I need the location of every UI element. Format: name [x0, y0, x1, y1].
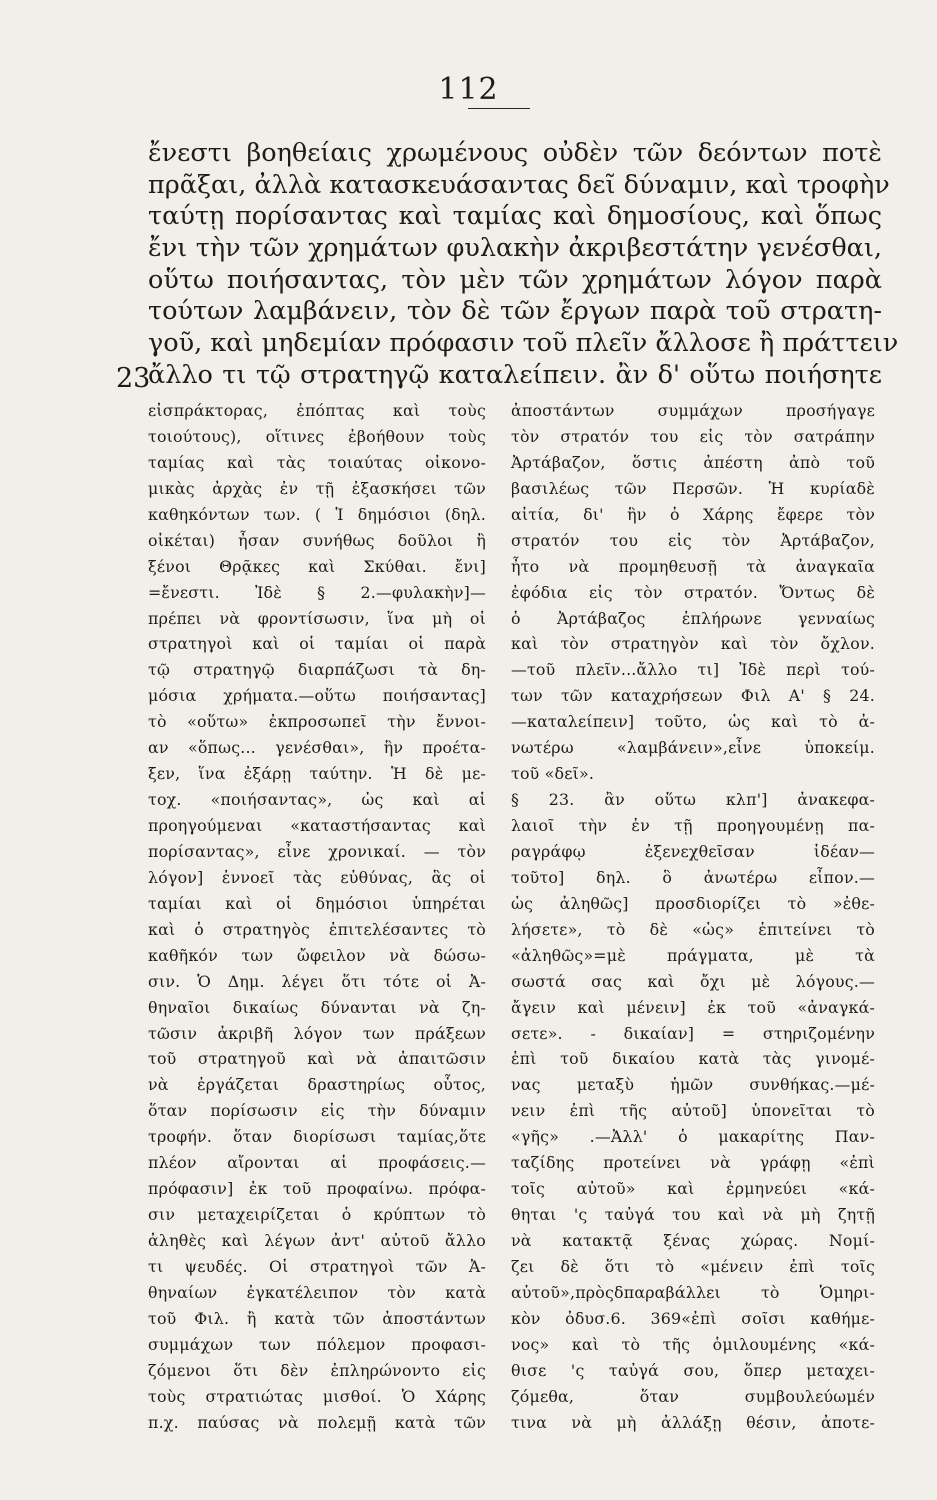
commentary-line: ἐπὶ τοῦ δικαίου κατὰ τὰς γινομέ- [511, 1049, 875, 1069]
commentary-line: ὡς ἀληθῶς] προσδιορίζει τὸ »ἐθε- [511, 893, 875, 913]
commentary-line: καθῆκόν των ὤφειλον νὰ δώσω- [148, 945, 486, 965]
commentary-line: —τοῦ πλεῖν...ἄλλο τι] Ἰδὲ περὶ τού- [511, 660, 875, 680]
main-text-line: ἄλλο τι τῷ στρατηγῷ καταλείπειν. ἂν δ' οὕτω ποιήσητε [148, 359, 882, 390]
commentary-line: στρατηγοὶ καὶ οἱ ταμίαι οἱ παρὰ [148, 634, 486, 654]
main-text-line: οὕτω ποιήσαντας, τὸν μὲν τῶν χρημάτων λόγον παρὰ [148, 264, 882, 295]
commentary-line: αὐτοῦ»,πρὸςδπαραβάλλει τὸ Ὁμηρι- [511, 1282, 875, 1302]
commentary-line: ζόμεθα, ὅταν συμβουλεύωμέν [511, 1386, 875, 1406]
commentary-line: § 23. ἂν οὕτω κλπ'] ἀνακεφα- [511, 790, 875, 810]
commentary-line: βασιλέως τῶν Περσῶν. Ἡ κυρίαδὲ [511, 478, 875, 498]
commentary-line: —καταλείπειν] τοῦτο, ὡς καὶ τὸ ἀ- [511, 712, 875, 732]
commentary-line: ξεν, ἵνα ἐξάρῃ ταύτην. Ἡ δὲ με- [148, 764, 486, 784]
commentary-line: σετε». - δικαίαν] = στηριζομένην [511, 1023, 875, 1043]
commentary-line: θισε 'ς ταὐγά σου, ὅπερ μεταχει- [511, 1360, 875, 1380]
commentary-line: τοῦ «δεῖ». [511, 764, 595, 784]
commentary-line: μικὰς ἀρχὰς ἐν τῇ ἐξασκήσει τῶν [148, 478, 486, 498]
commentary-line: =ἔνεστι. Ἰδὲ § 2.—φυλακὴν]— [148, 582, 486, 602]
commentary-line: «ἀληθῶς»=μὲ πράγματα, μὲ τὰ [511, 945, 875, 965]
commentary-line: αν «ὅπως... γενέσθαι», ἣν προέτα- [148, 738, 486, 758]
commentary-line: πορίσαντας», εἶνε χρονικαί. — τὸν [148, 841, 486, 861]
commentary-line: εἰσπράκτορας, ἐπόπτας καὶ τοὺς [148, 401, 486, 420]
commentary-line: τὸν στρατόν του εἰς τὸν σατράπην [511, 426, 875, 446]
commentary-line: στρατόν του εἰς τὸν Ἀρτάβαζον, [511, 530, 875, 550]
commentary-line: θηναίων ἐγκατέλειπον τὸν κατὰ [148, 1282, 486, 1302]
main-text-line: γοῦ, καὶ μηδεμίαν πρόφασιν τοῦ πλεῖν ἄλλοσε ἢ πράττειν [148, 328, 899, 359]
commentary-line: λόγον] ἐννοεῖ τὰς εὐθύνας, ἃς οἱ [148, 867, 486, 887]
commentary-line: θηται 'ς ταὐγά του καὶ νὰ μὴ ζητῇ [511, 1205, 875, 1225]
commentary-line: τοῦ στρατηγοῦ καὶ νὰ ἀπαιτῶσιν [148, 1049, 486, 1069]
commentary-line: τοιούτους), οἵτινες ἐβοήθουν τοὺς [148, 426, 486, 446]
commentary-line: τι ψευδές. Οἱ στρατηγοὶ τῶν Ἀ- [148, 1256, 486, 1276]
commentary-line: τῶσιν ἀκριβῆ λόγον των πράξεων [148, 1023, 486, 1043]
commentary-line: συμμάχων των πόλεμον προφασι- [148, 1334, 486, 1354]
commentary-line: ἦτο νὰ προμηθευσῇ τὰ ἀναγκαῖα [511, 556, 875, 576]
commentary-line: τοχ. «ποιήσαντας», ὡς καὶ αἱ [148, 790, 486, 810]
commentary-line: ξένοι Θρᾷκες καὶ Σκύθαι. ἔνι] [148, 556, 486, 576]
commentary-line: πλέον αἴρονται αἱ προφάσεις.— [148, 1153, 486, 1173]
page-number: 112 [438, 72, 499, 107]
main-text-line: πρᾶξαι, ἀλλὰ κατασκευάσαντας δεῖ δύναμιν, καὶ τροφὴν [148, 169, 890, 200]
commentary-line: νὰ κατακτᾷ ξένας χώρας. Νομί- [511, 1231, 875, 1250]
commentary-line: οἰκέται) ἦσαν συνήθως δοῦλοι ἢ [148, 530, 486, 550]
commentary-line: τινα νὰ μὴ ἀλλάξῃ θέσιν, ἀποτε- [511, 1412, 875, 1432]
commentary-line: των τῶν καταχρήσεων Φιλ Α' § 24. [511, 686, 875, 706]
commentary-line: καὶ τὸν στρατηγὸν καὶ τὸν ὄχλον. [511, 634, 875, 654]
commentary-right-column [511, 398, 875, 1436]
commentary-line: πρέπει νὰ φροντίσωσιν, ἵνα μὴ οἱ [148, 608, 486, 628]
commentary-left-column [148, 398, 486, 1436]
page-number-rule [468, 108, 530, 109]
commentary-line: ταμίας καὶ τὰς τοιαύτας οἰκονο- [148, 452, 486, 472]
commentary-line: σιν μεταχειρίζεται ὁ κρύπτων τὸ [148, 1205, 486, 1225]
main-text-line: τούτων λαμβάνειν, τὸν δὲ τῶν ἔργων παρὰ τοῦ στρατη- [148, 296, 882, 327]
commentary-line: μόσια χρήματα.—οὕτω ποιήσαντας] [148, 686, 486, 706]
main-text-line: ἔνι τὴν τῶν χρημάτων φυλακὴν ἀκριβεστάτην γενέσθαι, [148, 233, 882, 264]
commentary-line: τῷ στρατηγῷ διαρπάζωσι τὰ δη- [148, 660, 486, 680]
commentary-line: π.χ. παύσας νὰ πολεμῇ κατὰ τῶν [148, 1412, 486, 1432]
commentary-line: Ἀρτάβαζον, ὅστις ἀπέστη ἀπὸ τοῦ [511, 452, 875, 472]
commentary-line: θηναῖοι δικαίως δύνανται νὰ ζη- [148, 997, 486, 1017]
commentary-line: ἄγειν καὶ μένειν] ἐκ τοῦ «ἀναγκά- [511, 997, 875, 1017]
commentary-line: λήσετε», τὸ δὲ «ὡς» ἐπιτείνει τὸ [511, 919, 875, 939]
commentary-line: νὰ ἐργάζεται δραστηρίως οὗτος, [148, 1075, 486, 1095]
commentary-line: νας μεταξὺ ἡμῶν συνθήκας.—μέ- [511, 1075, 875, 1095]
commentary-line: ὅταν πορίσωσιν εἰς τὴν δύναμιν [148, 1101, 486, 1121]
commentary-line: πρόφασιν] ἐκ τοῦ προφαίνω. πρόφα- [148, 1179, 486, 1199]
commentary-line: ζει δὲ ὅτι τὸ «μένειν ἐπὶ τοῖς [511, 1256, 875, 1276]
commentary-line: προηγούμεναι «καταστήσαντας καὶ [148, 816, 486, 835]
main-text-line: ταύτῃ πορίσαντας καὶ ταμίας καὶ δημοσίους, καὶ ὅπως [148, 201, 882, 232]
commentary-line: καὶ ὁ στρατηγὸς ἐπιτελέσαντες τὸ [148, 919, 486, 939]
commentary-line: ἐφόδια εἰς τὸν στρατόν. Ὄντως δὲ [511, 582, 875, 602]
commentary-line: σιν. Ὁ Δημ. λέγει ὅτι τότε οἱ Ἀ- [148, 971, 486, 991]
commentary-line: νειν ἐπὶ τῆς αὐτοῦ] ὑπονεῖται τὸ [511, 1101, 875, 1121]
section-marker: 23 [116, 363, 151, 394]
commentary-line: νος» καὶ τὸ τῆς ὁμιλουμένης «κά- [511, 1334, 875, 1354]
commentary-line: τροφήν. ὅταν διορίσωσι ταμίας,ὅτε [148, 1127, 486, 1147]
commentary-line: ἀληθὲς καὶ λέγων ἀντ' αὐτοῦ ἄλλο [148, 1231, 486, 1250]
commentary-line: σωστά σας καὶ ὄχι μὲ λόγους.— [511, 971, 875, 991]
commentary-line: καθηκόντων των. ( Ἱ δημόσιοι (δηλ. [148, 504, 486, 524]
commentary-line: ὁ Ἀρτάβαζος ἐπλήρωνε γενναίως [511, 608, 875, 628]
commentary-line: ταζίδης προτείνει νὰ γράφῃ «ἐπὶ [511, 1153, 875, 1173]
commentary-line: λαιοῖ τὴν ἐν τῇ προηγουμένῃ πα- [511, 816, 875, 835]
main-text-line: ἔνεστι βοηθείαις χρωμένους οὐδὲν τῶν δεόντων ποτὲ [148, 138, 882, 168]
commentary-line: τοῖς αὐτοῦ» καὶ ἑρμηνεύει «κά- [511, 1179, 875, 1199]
commentary-line: τοῦτο] δηλ. ὃ ἀνωτέρω εἶπον.— [511, 867, 875, 887]
commentary-line: αἰτία, δι' ἣν ὁ Χάρης ἔφερε τὸν [511, 504, 875, 524]
commentary-line: ραγράφῳ ἐξενεχθεῖσαν ἰδέαν— [511, 841, 875, 861]
commentary-line: «γῆς» .—Ἀλλ' ὁ μακαρίτης Παν- [511, 1127, 875, 1147]
commentary-line: τοὺς στρατιώτας μισθοί. Ὁ Χάρης [148, 1386, 486, 1406]
commentary-line: τοῦ Φιλ. ἢ κατὰ τῶν ἀποστάντων [148, 1308, 486, 1328]
commentary-line: ταμίαι καὶ οἱ δημόσιοι ὑπηρέται [148, 893, 486, 913]
commentary-line: ζόμενοι ὅτι δὲν ἐπληρώνοντο εἰς [148, 1360, 486, 1380]
commentary-line: ἀποστάντων συμμάχων προσήγαγε [511, 401, 875, 420]
commentary-line: νωτέρω «λαμβάνειν»,εἶνε ὑποκείμ. [511, 738, 875, 758]
main-text [148, 138, 899, 392]
commentary-line: τὸ «οὕτω» ἐκπροσωπεῖ τὴν ἔννοι- [148, 712, 486, 732]
commentary-line: κὸν ὀδυσ.6. 369«ἐπὶ σοῖσι καθήμε- [511, 1308, 875, 1328]
